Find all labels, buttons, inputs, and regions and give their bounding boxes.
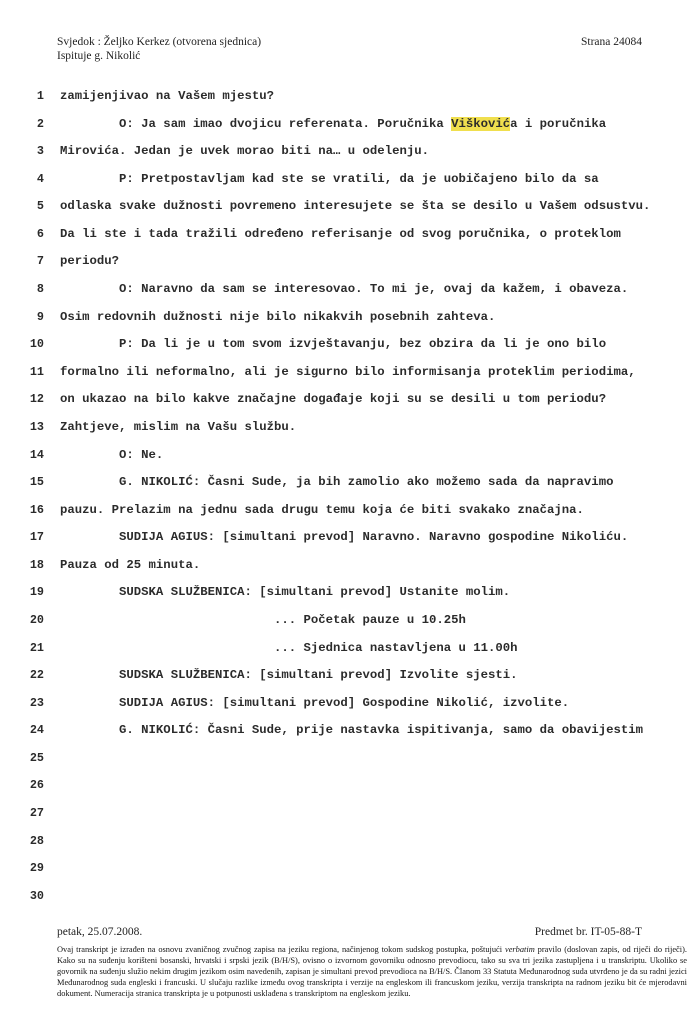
header-left [57,36,261,63]
line-number: 22 [29,668,44,683]
line-text: P: Da li je u tom svom izvještavanju, bez obzira da li je ono bilo [60,337,607,352]
line-text: odlaska svake dužnosti povremeno interesujete se šta se desilo u Vašem odsustvu. [60,199,651,214]
disclaimer-italic-term: verbatim [504,945,535,954]
line-text: G. NIKOLIĆ: Časni Sude, ja bih zamolio ako možemo sada da napravimo [60,475,614,490]
transcript-line [0,635,698,663]
line-text: SUDIJA AGIUS: [simultani prevod] Naravno. Naravno gospodine Nikoliću. [60,530,629,545]
transcript-line [0,607,698,635]
line-number: 19 [29,585,44,600]
line-number: 13 [29,419,44,434]
transcript-line [0,745,698,773]
transcript-line [0,83,698,111]
line-number: 5 [36,199,44,214]
page-footer [57,926,642,939]
line-text: P: Pretpostavljam kad ste se vratili, da je uobičajeno bilo da sa [60,171,599,186]
line-text: SUDSKA SLUŽBENICA: [simultani prevod] Izvolite sjesti. [60,668,518,683]
transcript-line [0,442,698,470]
line-text: periodu? [60,254,120,269]
line-text: pauzu. Prelazim na jednu sada drugu temu koja će biti svakako značajna. [60,502,584,517]
line-number: 10 [29,337,44,352]
page-header [57,36,642,63]
line-number: 21 [29,640,44,655]
line-number: 7 [36,254,44,269]
line-number: 27 [29,806,44,821]
line-text: SUDIJA AGIUS: [simultani prevod] Gospodine Nikolić, izvolite. [60,695,570,710]
transcript-line [0,524,698,552]
examiner-line: Ispituje g. Nikolić [57,49,141,62]
line-text: zamijenjivao na Vašem mjestu? [60,89,275,103]
line-number: 20 [29,612,44,627]
transcript-line [0,111,698,139]
transcript-line [0,276,698,304]
line-number: 23 [29,695,44,710]
line-number: 30 [29,888,44,903]
transcript-line [0,552,698,580]
transcript-line [0,166,698,194]
line-number: 18 [29,557,44,572]
transcript-body [0,83,698,910]
line-number: 6 [36,226,44,241]
transcript-line [0,800,698,828]
line-text: O: Naravno da sam se interesovao. To mi je, ovaj da kažem, i obaveza. [60,282,629,297]
highlighted-term: Višković [451,116,511,131]
transcript-line [0,193,698,221]
line-text: on ukazao na bilo kakve značajne događaje koji su se desili u tom periodu? [60,392,607,407]
line-text: Osim redovnih dužnosti nije bilo nikakvih posebnih zahteva. [60,309,496,324]
transcript-line [0,469,698,497]
line-text: Zahtjeve, mislim na Vašu službu. [60,419,297,434]
line-text: O: Ja sam imao dvojicu referenata. Poručnika Viškovića i poručnika [60,116,607,131]
transcript-line [0,497,698,525]
line-number: 11 [29,364,44,379]
line-text: SUDSKA SLUŽBENICA: [simultani prevod] Ustanite molim. [60,585,511,600]
transcript-line [0,828,698,856]
footer-date: petak, 25.07.2008. [57,926,143,938]
transcript-line [0,772,698,800]
transcript-line [0,221,698,249]
page-number-label: Strana 24084 [580,36,642,48]
line-number: 28 [29,833,44,848]
line-number: 2 [36,116,44,131]
transcript-line [0,662,698,690]
transcript-line [0,717,698,745]
transcript-line [0,855,698,883]
transcript-line [0,386,698,414]
line-number: 25 [29,750,44,765]
witness-line: Svjedok : Željko Kerkez (otvorena sjednica) [57,36,262,48]
line-number: 29 [29,861,44,876]
line-number: 12 [29,392,44,407]
line-number: 8 [36,282,44,297]
line-text: ... Početak pauze u 10.25h [60,612,466,627]
transcript-line [0,883,698,911]
line-number: 24 [29,723,44,738]
transcript-line [0,248,698,276]
transcript-line [0,579,698,607]
line-number: 9 [36,309,44,324]
transcript-line [0,331,698,359]
transcript-line [0,304,698,332]
line-text: G. NIKOLIĆ: Časni Sude, prije nastavka ispitivanja, samo da obavijestim [60,723,643,738]
line-text: Pauza od 25 minuta. [60,557,201,572]
line-text: ... Sjednica nastavljena u 11.00h [60,640,518,655]
transcript-line [0,359,698,387]
transcript-line [0,690,698,718]
line-number: 17 [29,530,44,545]
line-text: Da li ste i tada tražili određeno referisanje od svog poručnika, o proteklom [60,226,621,241]
line-text: O: Ne. [60,447,164,462]
line-text: Mirovića. Jedan je uvek morao biti na… u odelenju. [60,144,429,159]
footer-case-number: Predmet br. IT-05-88-T [534,926,642,938]
line-number: 26 [29,778,44,793]
line-number: 1 [36,89,44,103]
line-number: 14 [29,447,44,462]
disclaimer-text: Ovaj transkript je izrađen na osnovu zvaničnog zvučnog zapisa na jeziku regiona, načinjenog tokom sudskog postupka, poštujući verbatim pravilo (doslovan zapis, od riječi do riječi). Kako su na suđenju korišteni bosanski, hrvatski i srpski jezik (B/H/S), ovisno o izvornom govorniku odnosno prevodiocu, tako su sva tri jezika zastupljena i u transkriptu. Ukoliko se govornik na suđenju služio nekim drugim jezikom osim navedenih, zapisan je simultani prevod prevodioca na B/H/S. Članom 33 Statuta Međunarodnog suda utvrđeno je da su radni jezici Međunarodnog suda engleski i francuski. U slučaju razlike između ovog transkripta i verzije na engleskom ili francuskom jeziku, verzija transkripta na radnom jeziku bit će mjerodavni dokument. Numeracija stranica transkripta je u potpunosti usklađena s transkriptom na engleskom jeziku. [57,945,687,998]
transcript-line [0,138,698,166]
line-number: 16 [29,502,44,517]
line-text: formalno ili neformalno, ali je sigurno bilo informisanja proteklim periodima, [60,364,636,379]
line-number: 15 [29,475,44,490]
line-number: 4 [36,171,44,186]
line-number: 3 [36,144,44,159]
transcript-line [0,414,698,442]
